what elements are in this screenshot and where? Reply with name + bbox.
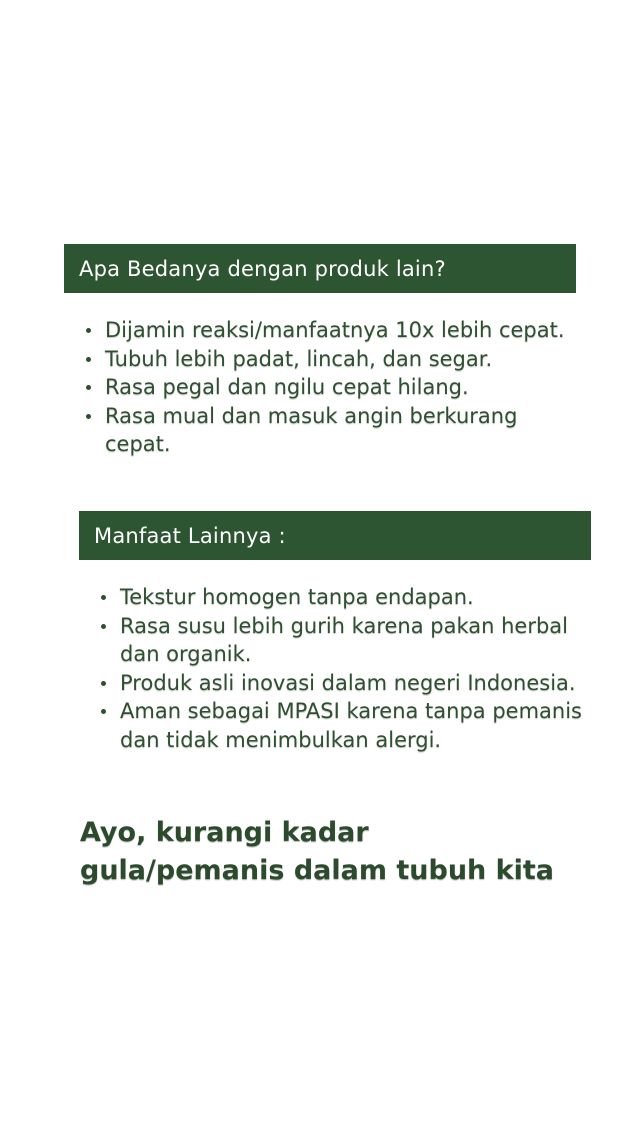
- bullet-icon: [101, 624, 106, 629]
- tagline-line-1: Ayo, kurangi kadar: [80, 817, 369, 848]
- bullet-icon: [86, 357, 91, 362]
- list-item-text: Tekstur homogen tanpa endapan.: [120, 585, 474, 609]
- list-item-text: Dijamin reaksi/manfaatnya 10x lebih cepat.: [105, 318, 565, 342]
- bullet-icon: [101, 595, 106, 600]
- differences-list: [64, 316, 576, 459]
- list-item-text: Rasa pegal dan ngilu cepat hilang.: [105, 375, 469, 399]
- differences-section: [64, 244, 576, 459]
- list-item: [79, 612, 591, 669]
- list-item: [64, 345, 576, 374]
- list-item: [64, 316, 576, 345]
- bullet-icon: [86, 414, 91, 419]
- benefits-heading: Manfaat Lainnya :: [79, 511, 591, 560]
- list-item: [79, 697, 591, 754]
- list-item-text: Aman sebagai MPASI karena tanpa pemanis dan tidak menimbulkan alergi.: [120, 699, 582, 752]
- list-item-text: Produk asli inovasi dalam negeri Indonesia.: [120, 670, 576, 695]
- list-item: [64, 402, 576, 459]
- benefits-section: [79, 511, 591, 754]
- differences-heading: Apa Bedanya dengan produk lain?: [64, 244, 576, 293]
- bullet-icon: [101, 709, 106, 714]
- list-item: [79, 669, 591, 698]
- tagline-line-2: gula/pemanis dalam tubuh kita: [80, 855, 555, 886]
- bullet-icon: [86, 328, 91, 333]
- list-item: [79, 583, 591, 612]
- tagline: [80, 814, 620, 890]
- list-item-text: Rasa susu lebih gurih karena pakan herbal dan organik.: [120, 613, 569, 666]
- list-item-text: Rasa mual dan masuk angin berkurang cepat.: [105, 403, 518, 456]
- bullet-icon: [101, 681, 106, 686]
- bullet-icon: [86, 385, 91, 390]
- list-item: [64, 373, 576, 402]
- benefits-list: [79, 583, 591, 754]
- list-item-text: Tubuh lebih padat, lincah, dan segar.: [105, 346, 493, 371]
